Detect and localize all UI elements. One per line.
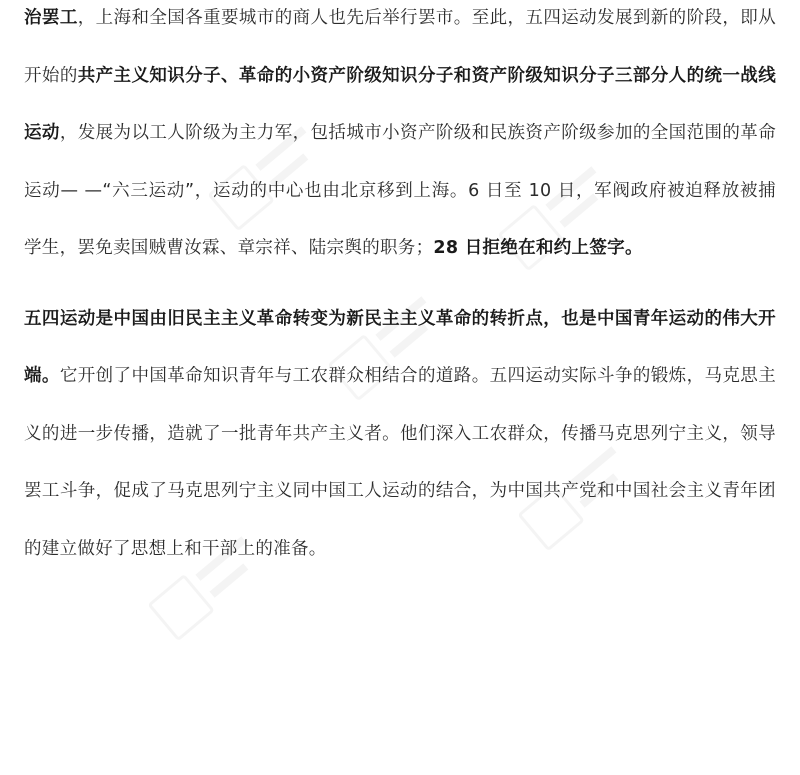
text-segment: 五四运动是中国由旧民主主义革命转变为新民主主义革命的转折点，也是中国青年运动的伟大开端。 — [24, 308, 776, 386]
paragraph-significance — [24, 291, 776, 579]
text-segment: 它开创了中国革命知识青年与工农群众相结合的道路。五四运动实际斗争的锻炼，马克思主义的进一步传播，造就了一批青年共产主义者。他们深入工农群众，传播马克思列宁主义，领导罢工斗争，促成了马克思列宁主义同中国工人运动的结合，为中国共产党和中国社会主义青年团的建立做好了思想上和干部上的准备。 — [24, 366, 777, 559]
text-segment: 共产主义知识分子、革命的小资产阶级知识分子和资产阶级知识分子三部分人的统一战线运动 — [24, 65, 777, 143]
text-segment: 28 日拒绝在和约上签字。 — [433, 238, 643, 258]
text-segment: 治罢工 — [24, 8, 78, 28]
paragraph-may-fourth-june-third — [24, 0, 776, 278]
text-segment: ，上海和全国各重要城市的商人也先后举行罢市。至此，五四运动发展到新的阶段，即从开始的 — [24, 8, 777, 86]
text-segment: ，发展为以工人阶级为主力军，包括城市小资产阶级和民族资产阶级参加的全国范围的革命运动— —“六三运动”，运动的中心也由北京移到上海。6 日至 10 日，军阀政府被迫释放被捕学生，罢免卖国贼曹汝霖、章宗祥、陆宗舆的职务； — [24, 123, 777, 258]
article-body — [24, 0, 776, 578]
